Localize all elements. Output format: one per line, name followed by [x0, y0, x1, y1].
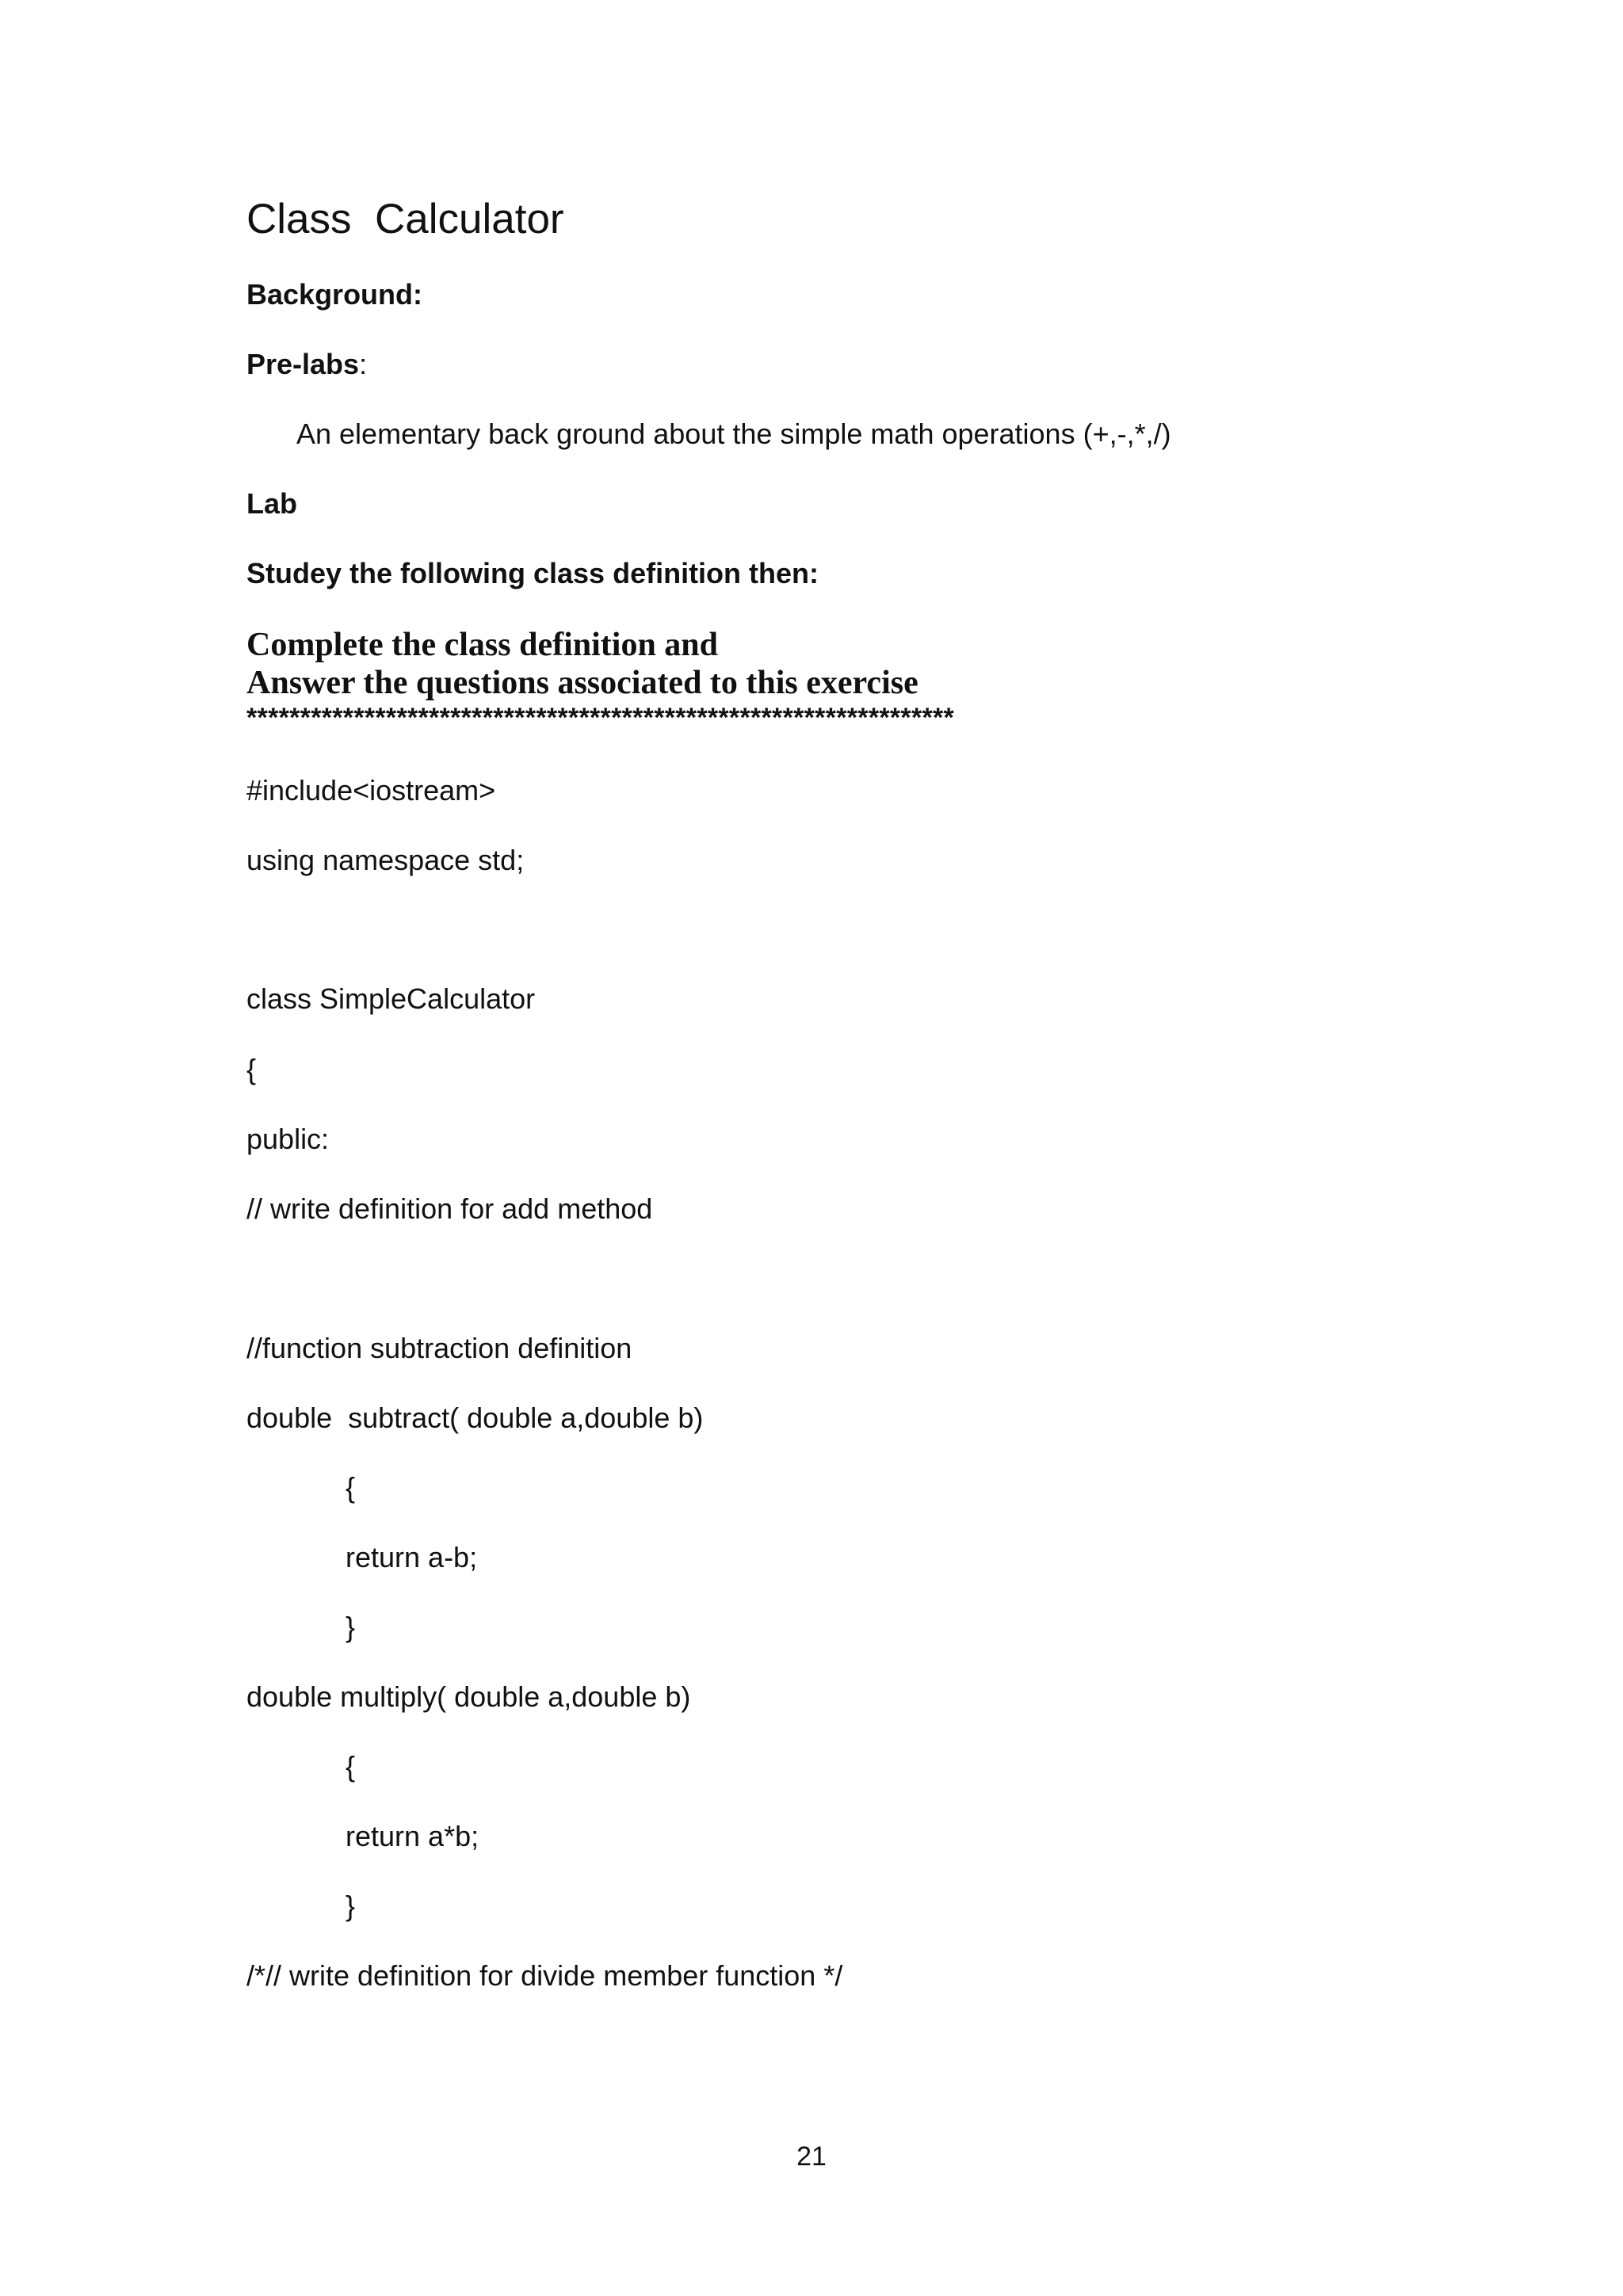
prelabs-colon: : [359, 348, 368, 380]
page-title: Class Calculator [246, 196, 564, 242]
code-comment: // write definition for add method [246, 1192, 653, 1225]
instruction-line: Answer the questions associated to this exercise [246, 665, 918, 701]
instruction-line: Complete the class definition and [246, 627, 719, 663]
code-comment: //function subtraction definition [246, 1332, 632, 1364]
code-line: double multiply( double a,double b) [246, 1680, 691, 1713]
code-line: return a*b; [346, 1820, 479, 1852]
prelabs-text: An elementary back ground about the simple math operations (+,-,*,/) [296, 418, 1171, 450]
code-line: { [346, 1750, 356, 1783]
prelabs-heading: Pre-labs [246, 348, 360, 380]
background-heading: Background: [246, 278, 423, 311]
code-comment: /*// write definition for divide member function */ [246, 1959, 843, 1992]
code-line: public: [246, 1123, 330, 1155]
lab-heading: Lab [246, 487, 298, 520]
separator-line: ****************************************************************** [246, 703, 955, 733]
code-line: class SimpleCalculator [246, 982, 536, 1015]
code-line: } [346, 1890, 356, 1922]
page-number: 21 [796, 2142, 827, 2172]
code-line: using namespace std; [246, 844, 525, 876]
prelabs-heading-line [246, 347, 367, 382]
code-line: return a-b; [346, 1541, 478, 1573]
code-line: #include<iostream> [246, 774, 496, 807]
code-line: { [346, 1471, 356, 1504]
code-line: double subtract( double a,double b) [246, 1402, 704, 1434]
code-line: { [246, 1053, 257, 1085]
study-heading: Studey the following class definition then: [246, 557, 819, 589]
code-line: } [346, 1611, 356, 1643]
